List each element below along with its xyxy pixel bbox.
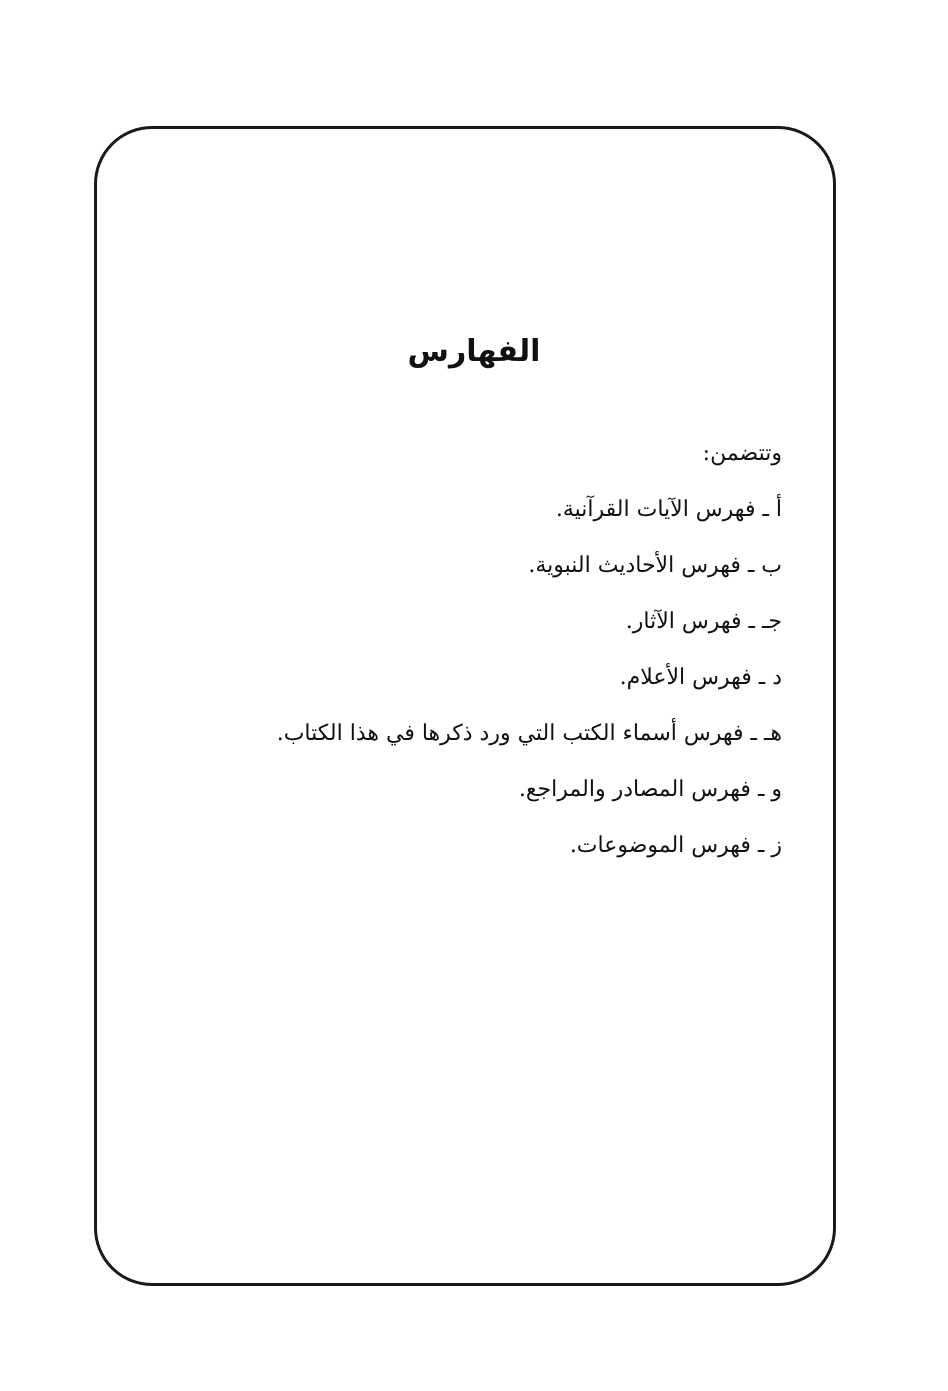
index-item-sources-references: و ـ فهرس المصادر والمراجع.: [518, 777, 782, 802]
page-title: الفهارس: [407, 334, 541, 370]
index-list: [182, 492, 782, 864]
index-item-notable-figures: د ـ فهرس الأعلام.: [619, 665, 782, 690]
contents-block: [182, 436, 782, 884]
index-item-topics: ز ـ فهرس الموضوعات.: [569, 833, 782, 858]
index-item-athar: جـ ـ فهرس الآثار.: [625, 609, 782, 634]
intro-text: وتتضمن:: [702, 441, 782, 466]
index-item-hadiths: ب ـ فهرس الأحاديث النبوية.: [528, 553, 782, 578]
index-item-quran-verses: أ ـ فهرس الآيات القرآنية.: [555, 497, 782, 522]
index-item-books-mentioned: هـ ـ فهرس أسماء الكتب التي ورد ذكرها في هذا الكتاب.: [276, 721, 782, 746]
